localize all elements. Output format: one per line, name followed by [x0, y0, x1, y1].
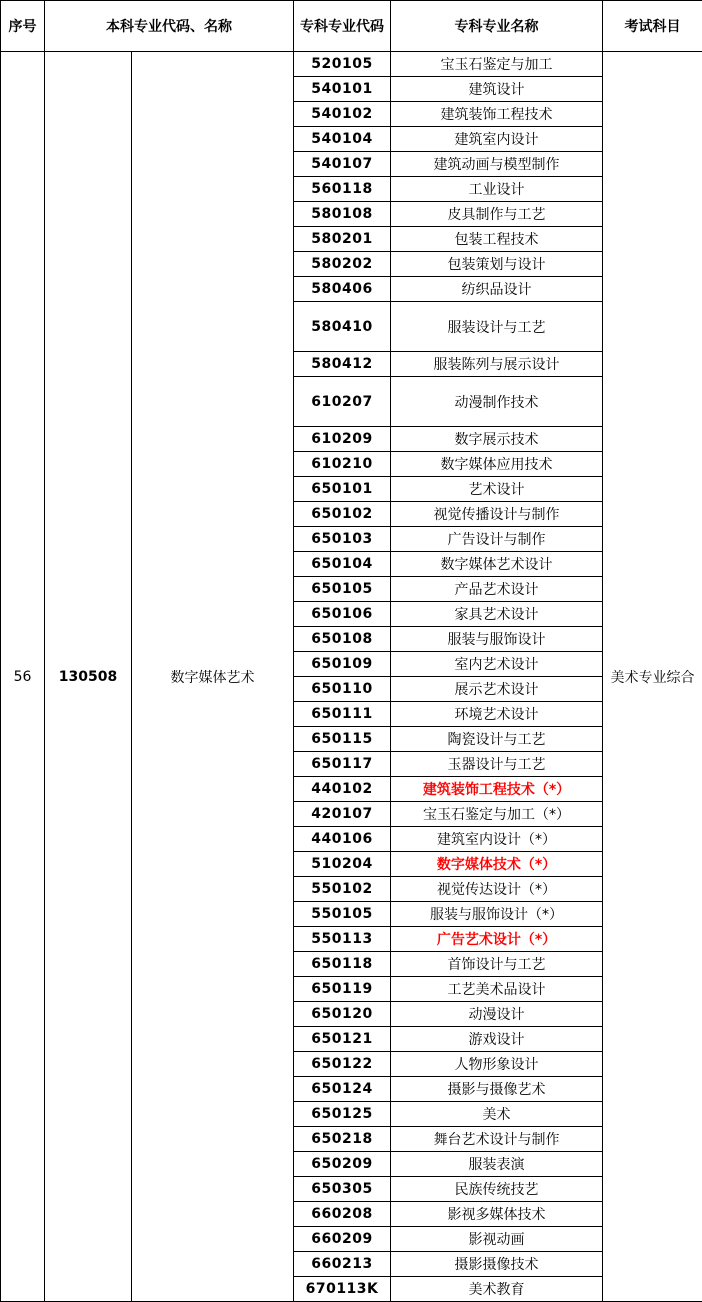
major-code-cell: 650106: [294, 602, 391, 627]
major-code-cell: 440102: [294, 777, 391, 802]
major-name-cell: 工艺美术品设计: [391, 977, 603, 1002]
major-name-cell: 玉器设计与工艺: [391, 752, 603, 777]
major-code-cell: 650118: [294, 952, 391, 977]
major-code-cell: 650109: [294, 652, 391, 677]
header-seq: 序号: [1, 1, 45, 52]
major-code-cell: 650305: [294, 1177, 391, 1202]
major-code-cell: 540104: [294, 127, 391, 152]
major-code-cell: 660213: [294, 1252, 391, 1277]
major-name-cell: 首饰设计与工艺: [391, 952, 603, 977]
major-name-cell: 广告设计与制作: [391, 527, 603, 552]
major-code-cell: 580410: [294, 302, 391, 352]
major-code-cell: 650125: [294, 1102, 391, 1127]
exam-subject-cell: 美术专业综合: [603, 52, 702, 1302]
major-name-cell: 包装策划与设计: [391, 252, 603, 277]
major-name-cell: 视觉传达设计（*）: [391, 877, 603, 902]
major-name-cell: 服装与服饰设计（*）: [391, 902, 603, 927]
major-code-cell: 540102: [294, 102, 391, 127]
major-name-cell: 服装陈列与展示设计: [391, 352, 603, 377]
major-name-cell: 室内艺术设计: [391, 652, 603, 677]
major-code-cell: 650122: [294, 1052, 391, 1077]
major-name-cell: 影视动画: [391, 1227, 603, 1252]
major-name-cell: 影视多媒体技术: [391, 1202, 603, 1227]
major-name-cell: 陶瓷设计与工艺: [391, 727, 603, 752]
major-code-cell: 580202: [294, 252, 391, 277]
header-row: [1, 1, 702, 52]
major-code-cell: 650119: [294, 977, 391, 1002]
major-code-cell: 440106: [294, 827, 391, 852]
major-code-cell: 580406: [294, 277, 391, 302]
major-name-cell: 摄影摄像技术: [391, 1252, 603, 1277]
bachelor-name-cell: 数字媒体艺术: [132, 52, 294, 1302]
major-code-cell: 550105: [294, 902, 391, 927]
major-code-cell: 510204: [294, 852, 391, 877]
major-code-cell: 650209: [294, 1152, 391, 1177]
major-name-cell: 游戏设计: [391, 1027, 603, 1052]
major-code-cell: 650101: [294, 477, 391, 502]
table-body: [1, 52, 702, 1302]
header-name: 专科专业名称: [391, 1, 603, 52]
major-code-cell: 650218: [294, 1127, 391, 1152]
major-name-cell: 建筑动画与模型制作: [391, 152, 603, 177]
major-code-cell: 650110: [294, 677, 391, 702]
major-name-cell: 建筑设计: [391, 77, 603, 102]
major-code-cell: 650121: [294, 1027, 391, 1052]
major-code-cell: 650120: [294, 1002, 391, 1027]
major-name-cell: 动漫制作技术: [391, 377, 603, 427]
major-name-cell: 服装表演: [391, 1152, 603, 1177]
major-name-cell: 数字媒体应用技术: [391, 452, 603, 477]
major-code-cell: 540101: [294, 77, 391, 102]
major-name-cell: 皮具制作与工艺: [391, 202, 603, 227]
major-name-cell: 产品艺术设计: [391, 577, 603, 602]
major-name-cell: 美术: [391, 1102, 603, 1127]
major-code-cell: 520105: [294, 52, 391, 77]
major-name-cell: 建筑室内设计（*）: [391, 827, 603, 852]
major-code-cell: 540107: [294, 152, 391, 177]
major-name-cell: 数字展示技术: [391, 427, 603, 452]
major-name-cell: 数字媒体艺术设计: [391, 552, 603, 577]
major-name-cell: 数字媒体技术（*）: [391, 852, 603, 877]
major-name-cell: 包装工程技术: [391, 227, 603, 252]
major-name-cell: 宝玉石鉴定与加工（*）: [391, 802, 603, 827]
major-code-cell: 670113K: [294, 1277, 391, 1302]
major-name-cell: 建筑装饰工程技术（*）: [391, 777, 603, 802]
major-code-cell: 650124: [294, 1077, 391, 1102]
major-code-cell: 650117: [294, 752, 391, 777]
major-name-cell: 家具艺术设计: [391, 602, 603, 627]
major-name-cell: 动漫设计: [391, 1002, 603, 1027]
major-code-cell: 580412: [294, 352, 391, 377]
major-name-cell: 展示艺术设计: [391, 677, 603, 702]
major-code-cell: 610210: [294, 452, 391, 477]
major-name-cell: 纺织品设计: [391, 277, 603, 302]
major-code-cell: 660208: [294, 1202, 391, 1227]
major-code-cell: 580108: [294, 202, 391, 227]
major-code-cell: 660209: [294, 1227, 391, 1252]
major-code-cell: 650115: [294, 727, 391, 752]
major-code-cell: 420107: [294, 802, 391, 827]
major-name-cell: 民族传统技艺: [391, 1177, 603, 1202]
major-code-cell: 610209: [294, 427, 391, 452]
major-name-cell: 建筑室内设计: [391, 127, 603, 152]
major-code-cell: 650111: [294, 702, 391, 727]
header-bachelor: 本科专业代码、名称: [45, 1, 294, 52]
major-code-cell: 650108: [294, 627, 391, 652]
major-name-cell: 摄影与摄像艺术: [391, 1077, 603, 1102]
table-row: [1, 52, 702, 77]
header-code: 专科专业代码: [294, 1, 391, 52]
major-name-cell: 艺术设计: [391, 477, 603, 502]
major-name-cell: 工业设计: [391, 177, 603, 202]
header-exam: 考试科目: [603, 1, 702, 52]
major-code-cell: 550113: [294, 927, 391, 952]
major-name-cell: 环境艺术设计: [391, 702, 603, 727]
major-name-cell: 美术教育: [391, 1277, 603, 1302]
major-name-cell: 服装设计与工艺: [391, 302, 603, 352]
major-code-cell: 560118: [294, 177, 391, 202]
major-name-cell: 舞台艺术设计与制作: [391, 1127, 603, 1152]
major-name-cell: 建筑装饰工程技术: [391, 102, 603, 127]
major-name-cell: 人物形象设计: [391, 1052, 603, 1077]
major-code-cell: 580201: [294, 227, 391, 252]
major-code-cell: 610207: [294, 377, 391, 427]
seq-cell: 56: [1, 52, 45, 1302]
major-name-cell: 宝玉石鉴定与加工: [391, 52, 603, 77]
major-name-cell: 服装与服饰设计: [391, 627, 603, 652]
major-code-cell: 550102: [294, 877, 391, 902]
major-code-cell: 650104: [294, 552, 391, 577]
major-code-cell: 650102: [294, 502, 391, 527]
major-code-cell: 650105: [294, 577, 391, 602]
bachelor-code-cell: 130508: [45, 52, 132, 1302]
major-name-cell: 视觉传播设计与制作: [391, 502, 603, 527]
major-code-cell: 650103: [294, 527, 391, 552]
major-name-cell: 广告艺术设计（*）: [391, 927, 603, 952]
